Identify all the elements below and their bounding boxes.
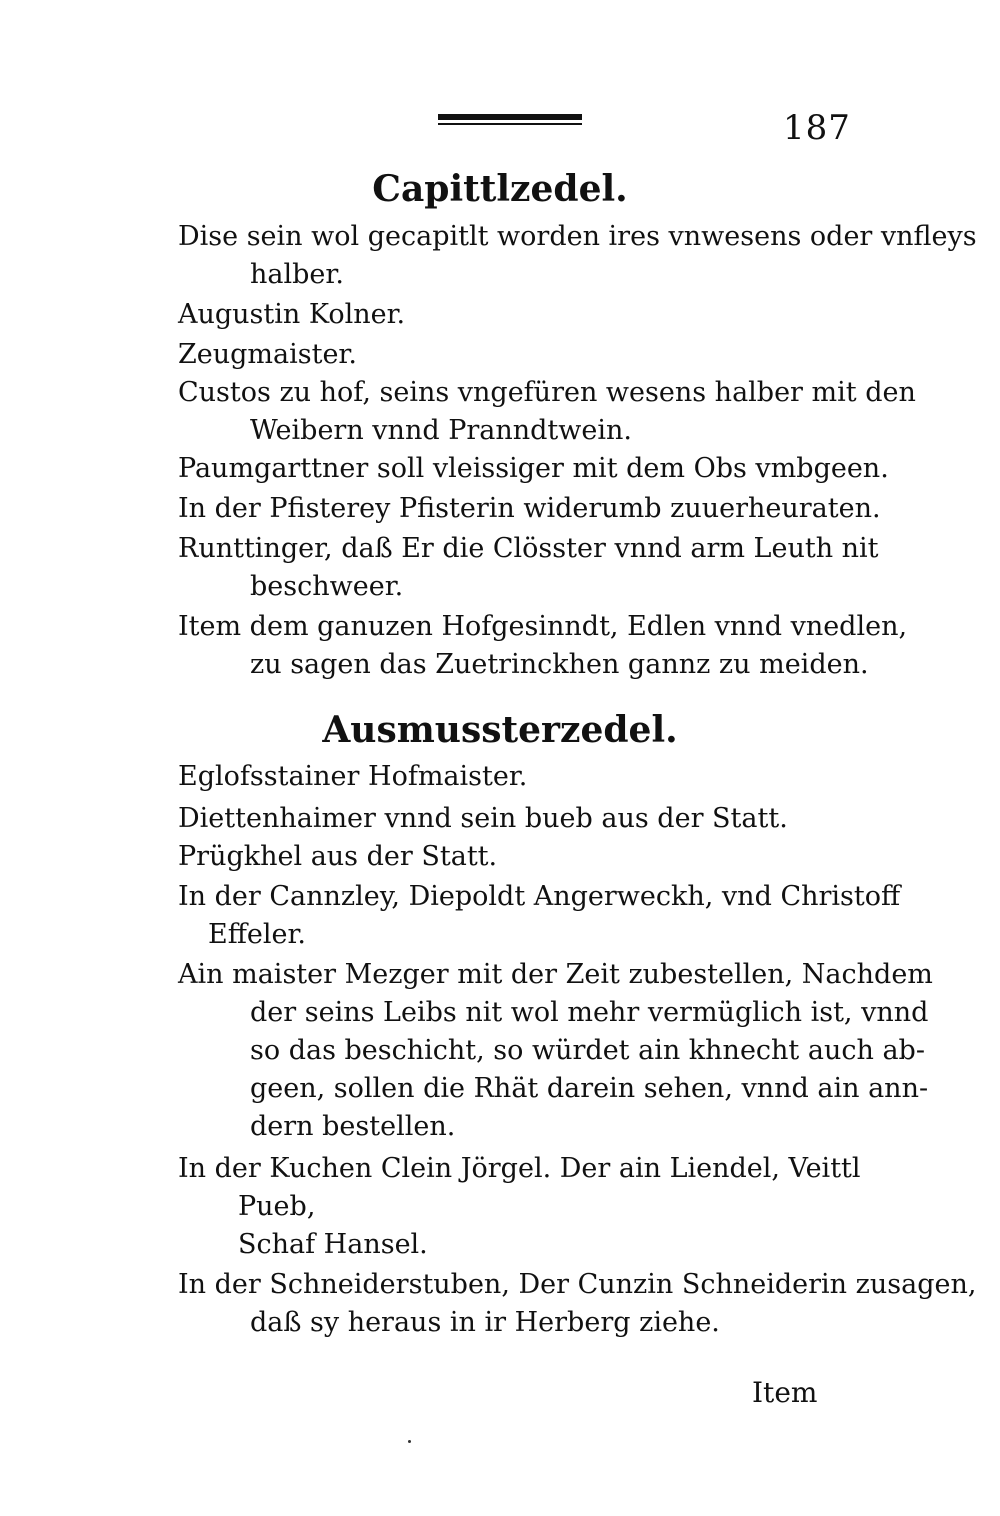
list-item — [178, 1266, 976, 1342]
entry-line: Prügkhel aus der Statt. — [178, 841, 498, 872]
header-rule-thick — [438, 114, 582, 120]
section-heading-ausmussterzedel: Ausmussterzedel. — [322, 709, 678, 751]
entry-line: Zeugmaister. — [178, 339, 357, 370]
entry-line: In der Cannzley, Diepoldt Angerweckh, vnd Christoff — [178, 881, 901, 912]
entry-line: Dise sein wol gecapitlt worden ires vnwesens oder vnfleys — [178, 221, 977, 252]
entry-line: Weibern vnnd Pranndtwein. — [250, 415, 632, 446]
entry-line: Pueb, — [238, 1191, 316, 1222]
page-number: 187 — [783, 108, 851, 148]
list-item — [178, 218, 977, 294]
section-heading-capittlzedel: Capittlzedel. — [372, 168, 628, 210]
entry-line: halber. — [250, 259, 344, 290]
entry-line: In der Schneiderstuben, Der Cunzin Schneiderin zusagen, — [178, 1269, 977, 1300]
list-item — [178, 530, 879, 606]
catchword: Item — [752, 1376, 818, 1409]
list-item — [178, 1150, 861, 1264]
list-item — [178, 296, 405, 334]
entry-line: geen, sollen die Rhät darein sehen, vnnd ain ann- — [250, 1073, 929, 1104]
entry-line: Diettenhaimer vnnd sein bueb aus der Statt. — [178, 803, 788, 834]
entry-line: In der Kuchen Clein Jörgel. Der ain Liendel, Veittl — [178, 1153, 861, 1184]
list-item — [178, 800, 788, 838]
list-item — [178, 758, 527, 796]
list-item — [178, 878, 900, 954]
entry-line: In der Pfisterey Pfisterin widerumb zuuerheuraten. — [178, 493, 881, 524]
entry-line: Effeler. — [208, 919, 307, 950]
list-item — [178, 490, 881, 528]
ink-speck — [408, 1440, 411, 1443]
entry-line: beschweer. — [250, 571, 404, 602]
list-item — [178, 838, 497, 876]
entry-line: Item dem ganuzen Hofgesinndt, Edlen vnnd vnedlen, — [178, 611, 908, 642]
list-item — [178, 336, 357, 374]
entry-line: Schaf Hansel. — [238, 1229, 428, 1260]
entry-line: zu sagen das Zuetrinckhen gannz zu meiden. — [250, 649, 869, 680]
entry-line: Paumgarttner soll vleissiger mit dem Obs vmbgeen. — [178, 453, 889, 484]
entry-line: dern bestellen. — [250, 1111, 456, 1142]
entry-line: so das beschicht, so würdet ain khnecht auch ab- — [250, 1035, 925, 1066]
entry-line: daß sy heraus in ir Herberg ziehe. — [250, 1307, 720, 1338]
list-item — [178, 608, 907, 684]
list-item — [178, 450, 889, 488]
entry-line: Ain maister Mezger mit der Zeit zubestellen, Nachdem — [178, 959, 933, 990]
entry-line: Runttinger, daß Er die Clösster vnnd arm Leuth nit — [178, 533, 879, 564]
entry-line: der seins Leibs nit wol mehr vermüglich ist, vnnd — [250, 997, 929, 1028]
list-item — [178, 374, 916, 450]
entry-line: Custos zu hof, seins vngefüren wesens halber mit den — [178, 377, 916, 408]
entry-line: Eglofsstainer Hofmaister. — [178, 761, 528, 792]
list-item — [178, 956, 933, 1146]
header-rule-thin — [438, 123, 582, 125]
entry-line: Augustin Kolner. — [178, 299, 406, 330]
header-rule — [438, 114, 582, 126]
